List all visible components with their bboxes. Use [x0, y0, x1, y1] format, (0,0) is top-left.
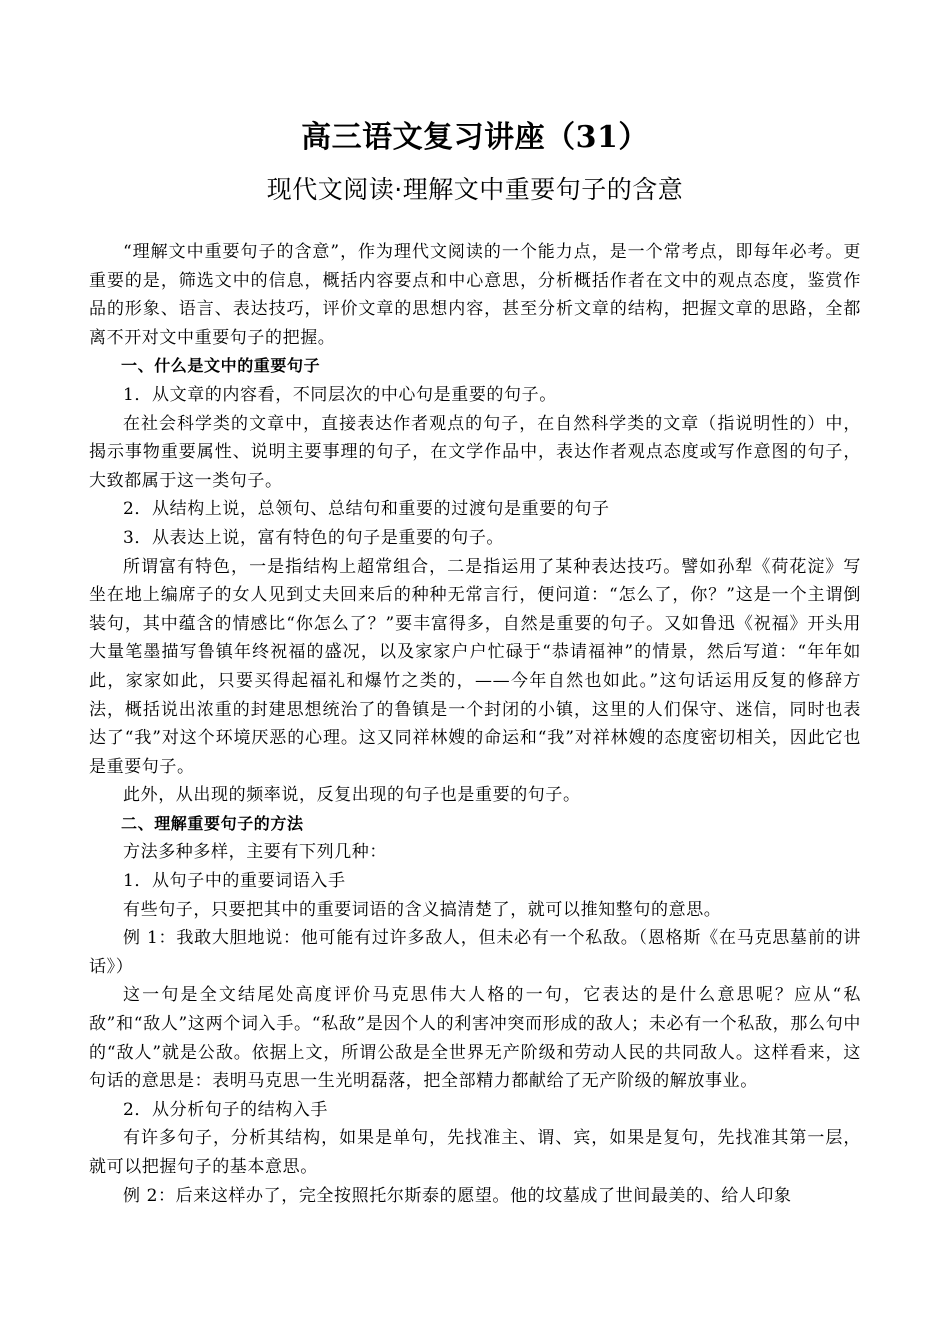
- point-1-1: 1．从文章的内容看，不同层次的中心句是重要的句子。: [123, 384, 557, 405]
- intro-paragraph: “理解文中重要句子的含意”，作为理代文阅读的一个能力点，是一个常考点，即每年必考。更重要的是，筛选文中的信息，概括内容要点和中心意思，分析概括作者在文中的观点态度，鉴赏作品的形象、语言、表达技巧，评价文章的思想内容，甚至分析文章的结构，把握文章的思路，全都离不开对文中重要句子的把握。: [89, 242, 861, 348]
- section-heading-2: 二、理解重要句子的方法: [121, 813, 304, 833]
- example-1: 例 1：我敢大胆地说：他可能有过许多敌人，但未必有一个私敌。（恩格斯《在马克思墓前的讲话》）: [89, 928, 861, 977]
- body-paragraph: 方法多种多样，主要有下列几种：: [123, 842, 387, 863]
- body-paragraph: 这一句是全文结尾处高度评价马克思伟大人格的一句，它表达的是什么意思呢？应从“私敌”和“敌人”这两个词入手。“私敌”是因个人的利害冲突而形成的敌人；未必有一个私敌，那么句中的“敌人”就是公敌。依据上文，所谓公敌是全世界无产阶级和劳动人民的共同敌人。这样看来，这句话的意思是：表明马克思一生光明磊落，把全部精力都献给了无产阶级的解放事业。: [89, 985, 861, 1092]
- body-paragraph: 有些句子，只要把其中的重要词语的含义搞清楚了，就可以推知整句的意思。: [123, 899, 722, 920]
- point-2-2: 2．从分析句子的结构入手: [123, 1099, 329, 1120]
- body-paragraph: 有许多句子，分析其结构，如果是单句，先找准主、谓、宾，如果是复句，先找准其第一层，就可以把握句子的基本意思。: [89, 1128, 861, 1177]
- example-2: 例 2：后来这样办了，完全按照托尔斯泰的愿望。他的坟墓成了世间最美的、给人印象: [123, 1185, 792, 1206]
- section-heading-1: 一、什么是文中的重要句子: [121, 356, 321, 376]
- document-title: 高三语文复习讲座（31）: [301, 120, 649, 155]
- body-paragraph: 在社会科学类的文章中，直接表达作者观点的句子，在自然科学类的文章（指说明性的）中，揭示事物重要属性、说明主要事理的句子，在文学作品中，表达作者观点态度或写作意图的句子，大致都属于这一类句子。: [89, 413, 861, 491]
- document-subtitle: 现代文阅读·理解文中重要句子的含意: [266, 175, 684, 204]
- body-paragraph: 所谓富有特色，一是指结构上超常组合，二是指运用了某种表达技巧。譬如孙犁《荷花淀》写坐在地上编席子的女人见到丈夫回来后的种种无常言行，便问道：“怎么了，你？”这是一个主谓倒装句，其中蕴含的情感比“你怎么了？”要丰富得多，自然是重要的句子。又如鲁迅《祝福》开头用大量笔墨描写鲁镇年终祝福的盛况，以及家家户户忙碌于“恭请福神”的情景，然后写道：“年年如此，家家如此，只要买得起福礼和爆竹之类的，——今年自然也如此。”这句话运用反复的修辞方法，概括说出浓重的封建思想统治了的鲁镇是一个封闭的小镇，这里的人们保守、迷信，同时也表达了“我”对这个环境厌恶的心理。这又同祥林嫂的命运和“我”对祥林嫂的态度密切相关，因此它也是重要句子。: [89, 556, 861, 777]
- point-2-1: 1．从句子中的重要词语入手: [123, 871, 346, 892]
- body-paragraph: 此外，从出现的频率说，反复出现的句子也是重要的句子。: [123, 785, 581, 806]
- document-page: [89, 112, 861, 1210]
- point-1-2: 2．从结构上说，总领句、总结句和重要的过渡句是重要的句子: [123, 499, 610, 520]
- point-1-3: 3．从表达上说，富有特色的句子是重要的句子。: [123, 527, 505, 548]
